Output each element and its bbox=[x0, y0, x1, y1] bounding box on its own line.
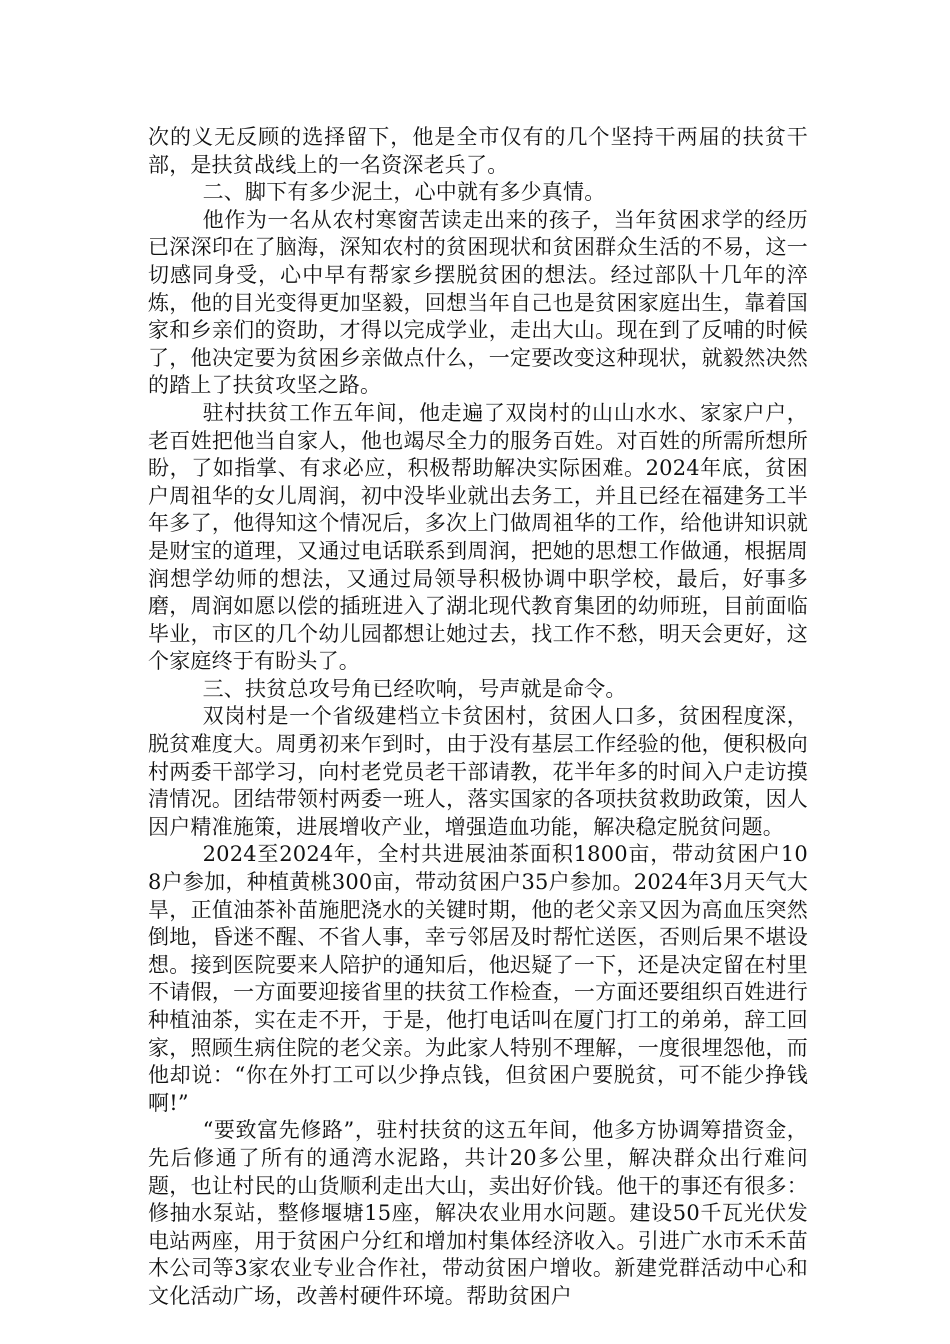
paragraph-7: 2024至2024年，全村共进展油茶面积1800亩，带动贫困户108户参加，种植黄桃300亩，带动贫困户35户参加。2024年3月天气大旱，正值油茶补苗施肥浇水的关键时期，他的老父亲又因为高血压突然倒地，昏迷不醒、不省人事，幸亏邻居及时帮忙送医，否则后果不堪设想。接到医院要来人陪护的通知后，他迟疑了一下，还是决定留在村里不请假，一方面要迎接省里的扶贫工作检查，一方面还要组织百姓进行种植油茶，实在走不开，于是，他打电话叫在厦门打工的弟弟，辞工回家，照顾生病住院的老父亲。为此家人特别不理解，一度很埋怨他，而他却说：“你在外打工可以少挣点钱，但贫困户要脱贫，可不能少挣钱啊!” bbox=[148, 842, 808, 1115]
section-heading-2: 二、脚下有多少泥土，心中就有多少真情。 bbox=[202, 180, 606, 205]
paragraph-1: 次的义无反顾的选择留下，他是全市仅有的几个坚持干两届的扶贫干部，是扶贫战线上的一名资深老兵了。 bbox=[148, 125, 808, 177]
paragraph-6: 双岗村是一个省级建档立卡贫困村，贫困人口多，贫困程度深，脱贫难度大。周勇初来乍到时，由于没有基层工作经验的他，便积极向村两委干部学习，向村老党员老干部请教，花半年多的时间入户走访摸清情况。团结带领村两委一班人，落实国家的各项扶贫救助政策，因人因户精准施策，进展增收产业，增强造血功能，解决稳定脱贫问题。 bbox=[148, 704, 808, 839]
section-heading-5: 三、扶贫总攻号角已经吹响，号声就是命令。 bbox=[202, 676, 627, 701]
paragraph-4: 驻村扶贫工作五年间，他走遍了双岗村的山山水水、家家户户，老百姓把他当自家人，他也竭尽全力的服务百姓。对百姓的所需所想所盼，了如指掌、有求必应，积极帮助解决实际困难。2024年底，贫困户周祖华的女儿周润，初中没毕业就出去务工，并且已经在福建务工半年多了，他得知这个情况后，多次上门做周祖华的工作，给他讲知识就是财宝的道理，又通过电话联系到周润，把她的思想工作做通，根据周润想学幼师的想法，又通过局领导积极协调中职学校，最后，好事多磨，周润如愿以偿的插班进入了湖北现代教育集团的幼师班，目前面临毕业，市区的几个幼儿园都想让她过去，找工作不愁，明天会更好，这个家庭终于有盼头了。 bbox=[148, 400, 808, 674]
paragraph-8: “要致富先修路”，驻村扶贫的这五年间，他多方协调筹措资金，先后修通了所有的通湾水泥路，共计20多公里，解决群众出行难问题，也让村民的山货顺利走出大山，卖出好价钱。他干的事还有很多：修抽水泵站，整修堰塘15座，解决农业用水问题。建设50千瓦光伏发电站两座，用于贫困户分红和增加村集体经济收入。引进广水市禾禾苗木公司等3家农业专业合作社，带动贫困户增收。新建党群活动中心和文化活动广场，改善村硬件环境。帮助贫困户 bbox=[148, 1118, 808, 1308]
paragraph-3: 他作为一名从农村寒窗苦读走出来的孩子，当年贫困求学的经历已深深印在了脑海，深知农村的贫困现状和贫困群众生活的不易，这一切感同身受，心中早有帮家乡摆脱贫困的想法。经过部队十几年的淬炼，他的目光变得更加坚毅，回想当年自己也是贫困家庭出生，靠着国家和乡亲们的资助，才得以完成学业，走出大山。现在到了反哺的时候了，他决定要为贫困乡亲做点什么，一定要改变这种现状，就毅然决然的踏上了扶贫攻坚之路。 bbox=[148, 207, 808, 398]
document-page bbox=[148, 124, 808, 1311]
